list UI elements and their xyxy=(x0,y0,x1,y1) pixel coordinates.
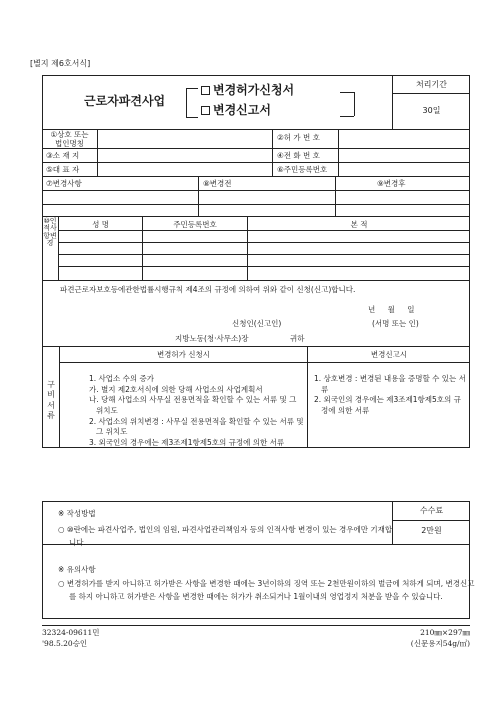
signature-label: (서명 또는 인) xyxy=(372,319,419,328)
documents-permit-list xyxy=(89,374,304,448)
form-number: [별지 제6호서식] xyxy=(30,59,91,68)
declaration-date: 년 월 일 xyxy=(368,305,415,314)
option-change-permit-label: 변경허가신청서 xyxy=(213,83,295,97)
method-title: ※ 작성방법 xyxy=(58,509,96,518)
fee-label: 수수료 xyxy=(419,506,444,515)
footer-paper: (신문용지54g/㎡) xyxy=(410,639,470,648)
list-item: 2. 사업소의 위치변경 : 사무실 전용면적을 확인할 수 있는 서류 및 그 위치도 xyxy=(89,416,304,437)
label-business-name: ①상호 또는 xyxy=(50,130,89,139)
option-change-report[interactable] xyxy=(201,104,271,116)
declaration-text: 파견근로자보호등에관한법률시행규칙 제4조의 규정에 의하여 위와 같이 신청(신고)합니다. xyxy=(60,285,356,294)
label-business-name-2: 법인명칭 xyxy=(55,139,84,148)
footer-approval: '98.5.20승인 xyxy=(42,639,88,648)
caution-text: ○ 변경허가를 받지 아니하고 허가받은 사항을 변경한 때에는 3년이하의 징역 또는 2천만원이하의 벌금에 처하게 되며, 변경신고를 하지 아니하고 허가받은 사항을 변경한 때에는 허가가 취소되거나 1월이내의 영업정지 처분을 받을 수 있습니다. xyxy=(58,579,475,601)
label-representative: ⑤대 표 자 xyxy=(46,165,80,174)
list-item: 나. 당해 사업소의 사무실 전용면적을 확인할 수 있는 서류 및 그 위치도 xyxy=(89,395,297,415)
list-item: 1. 사업소 수의 증가 xyxy=(89,374,155,383)
documents-permit-title: 변경허가 신청시 xyxy=(156,350,211,359)
recipient-label: 지방노동(청·사무소)장 xyxy=(175,334,249,343)
label-changes: ⑦변경사항 xyxy=(46,179,82,188)
list-item: 2. 외국인의 경우에는 제3조제1항제5호의 규정에 의한 서류 xyxy=(314,395,461,415)
documents-side-label: 구비서류 xyxy=(47,380,55,421)
col-resident-number: 주민등록번호 xyxy=(173,220,217,229)
form-title: 근로자파견사업 xyxy=(84,94,166,108)
method-text: ○ ⑩란에는 파견사업주, 법인의 임원, 파견사업관리책임자 등의 인적사항 변경이 있는 경우에만 기재합니다. xyxy=(58,525,393,547)
documents-report-list xyxy=(314,374,466,417)
col-name: 성 명 xyxy=(92,220,109,229)
option-change-report-label: 변경신고서 xyxy=(213,103,271,117)
personnel-side-label: ⑩인적사항변경 xyxy=(43,217,57,248)
option-change-permit[interactable] xyxy=(201,84,294,96)
label-before-change: ⑧변경전 xyxy=(203,179,232,188)
label-permit-number: ②허 가 번 호 xyxy=(277,133,320,142)
processing-period-label: 처리기간 xyxy=(416,80,447,89)
checkbox[interactable] xyxy=(201,86,210,95)
footer-code: 32324-09611민 xyxy=(42,628,100,637)
list-item: 3. 외국인의 경우에는 제3조제1항제5호의 규정에 의한 서류 xyxy=(89,437,285,447)
honorific-label: 귀하 xyxy=(290,334,305,343)
footer-size: 210㎜×297㎜ xyxy=(420,628,470,637)
label-after-change: ⑨변경후 xyxy=(377,179,406,188)
caution-title: ※ 유의사항 xyxy=(58,565,96,574)
fee-value: 2만원 xyxy=(421,526,442,535)
col-domicile: 본 적 xyxy=(350,220,368,229)
label-phone: ④전 화 번 호 xyxy=(277,151,320,160)
label-address: ③소 재 지 xyxy=(46,151,80,160)
list-item: 가. 별지 제2호서식에 의한 당해 사업소의 사업계획서 xyxy=(89,384,263,394)
list-item: 1. 상호변경 : 변경된 내용을 증명할 수 있는 서류 xyxy=(314,374,466,394)
checkbox[interactable] xyxy=(201,106,210,115)
processing-period-value: 30일 xyxy=(422,106,441,115)
applicant-label: 신청인(신고인) xyxy=(232,319,282,328)
label-resident-number: ⑥주민등록번호 xyxy=(277,165,328,174)
documents-report-title: 변경신고시 xyxy=(370,350,408,359)
